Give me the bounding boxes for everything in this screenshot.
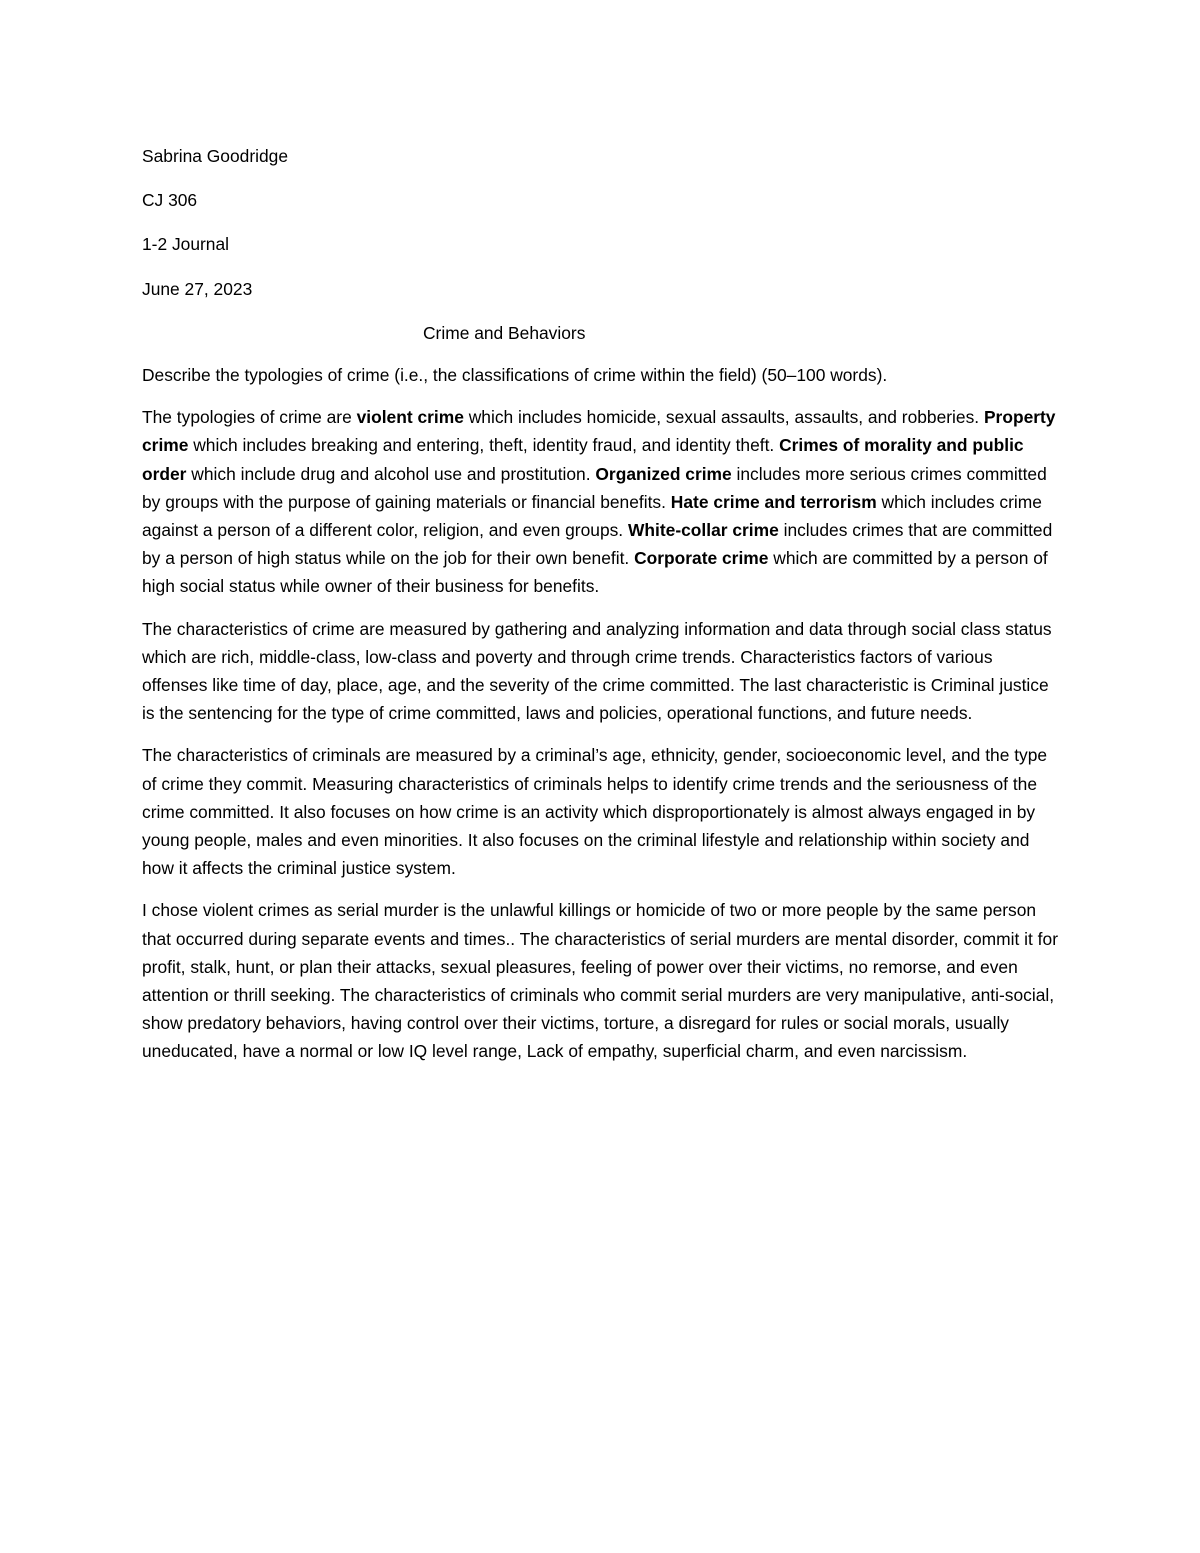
- paragraph-serial-murder: I chose violent crimes as serial murder is the unlawful killings or homicide of two or more people by the same person that occurred during separate events and times.. The characteristics of serial murders are mental disorder, commit it for profit, stalk, hunt, or plan their attacks, sexual pleasures, feeling of power over their victims, no remorse, and even attention or thrill seeking. The characteristics of criminals who commit serial murders are very manipulative, anti-social, show predatory behaviors, having control over their victims, torture, a disregard for rules or social morals, usually uneducated, have a normal or low IQ level range, Lack of empathy, superficial charm, and even narcissism.: [142, 900, 1058, 1062]
- text-run: which includes crime against a person of a different color, religion, and even groups.: [142, 491, 1042, 541]
- term-hate-crime: Hate crime and terrorism: [670, 491, 877, 512]
- term-corporate-crime: Corporate crime: [634, 548, 769, 569]
- text-run: which includes breaking and entering, theft, identity fraud, and identity theft.: [188, 435, 780, 456]
- document-title: Crime and Behaviors: [423, 322, 586, 343]
- text-run: which are committed by a person of high social status while owner of their business for benefits.: [142, 548, 1048, 597]
- text-run: which includes homicide, sexual assaults, assaults, and robberies.: [463, 407, 984, 428]
- course-code: CJ 306: [142, 190, 198, 211]
- prompt-question: Describe the typologies of crime (i.e., the classifications of crime within the field) (50–100 words).: [142, 365, 888, 386]
- paragraph-typologies: [142, 403, 1060, 600]
- term-property-crime: Property crime: [142, 407, 1056, 456]
- term-white-collar-crime: White-collar crime: [627, 520, 779, 541]
- text-run: includes more serious crimes committed by groups with the purpose of gaining materials or financial benefits.: [142, 463, 1047, 512]
- text-run: The typologies of crime are: [142, 407, 357, 428]
- text-run: which include drug and alcohol use and prostitution.: [186, 463, 596, 484]
- document-body: [142, 142, 1060, 1080]
- term-violent-crime: violent crime: [356, 407, 464, 428]
- author-name: Sabrina Goodridge: [142, 146, 288, 166]
- document-date: June 27, 2023: [142, 278, 253, 299]
- text-run: includes crimes that are committed by a person of high status while on the job for their own benefit.: [142, 520, 1053, 569]
- paragraph-crime-characteristics: The characteristics of crime are measured by gathering and analyzing information and data through social class status which are rich, middle-class, low-class and poverty and through crime trends. Characteristics factors of various offenses like time of day, place, age, and the severity of the crime committed. The last characteristic is Criminal justice is the sentencing for the type of crime committed, laws and policies, operational functions, and future needs.: [142, 618, 1052, 724]
- assignment-name: 1-2 Journal: [142, 234, 230, 255]
- term-organized-crime: Organized crime: [595, 463, 732, 484]
- term-morality-crime: Crimes of morality and public order: [142, 435, 1024, 484]
- paragraph-criminal-characteristics: The characteristics of criminals are measured by a criminal’s age, ethnicity, gender, socioeconomic level, and the type of crime they commit. Measuring characteristics of criminals helps to identify crime trends and the seriousness of the crime committed. It also focuses on how crime is an activity which disproportionately is almost always engaged in by young people, males and even minorities. It also focuses on the criminal lifestyle and relationship within society and how it affects the criminal justice system.: [142, 745, 1048, 879]
